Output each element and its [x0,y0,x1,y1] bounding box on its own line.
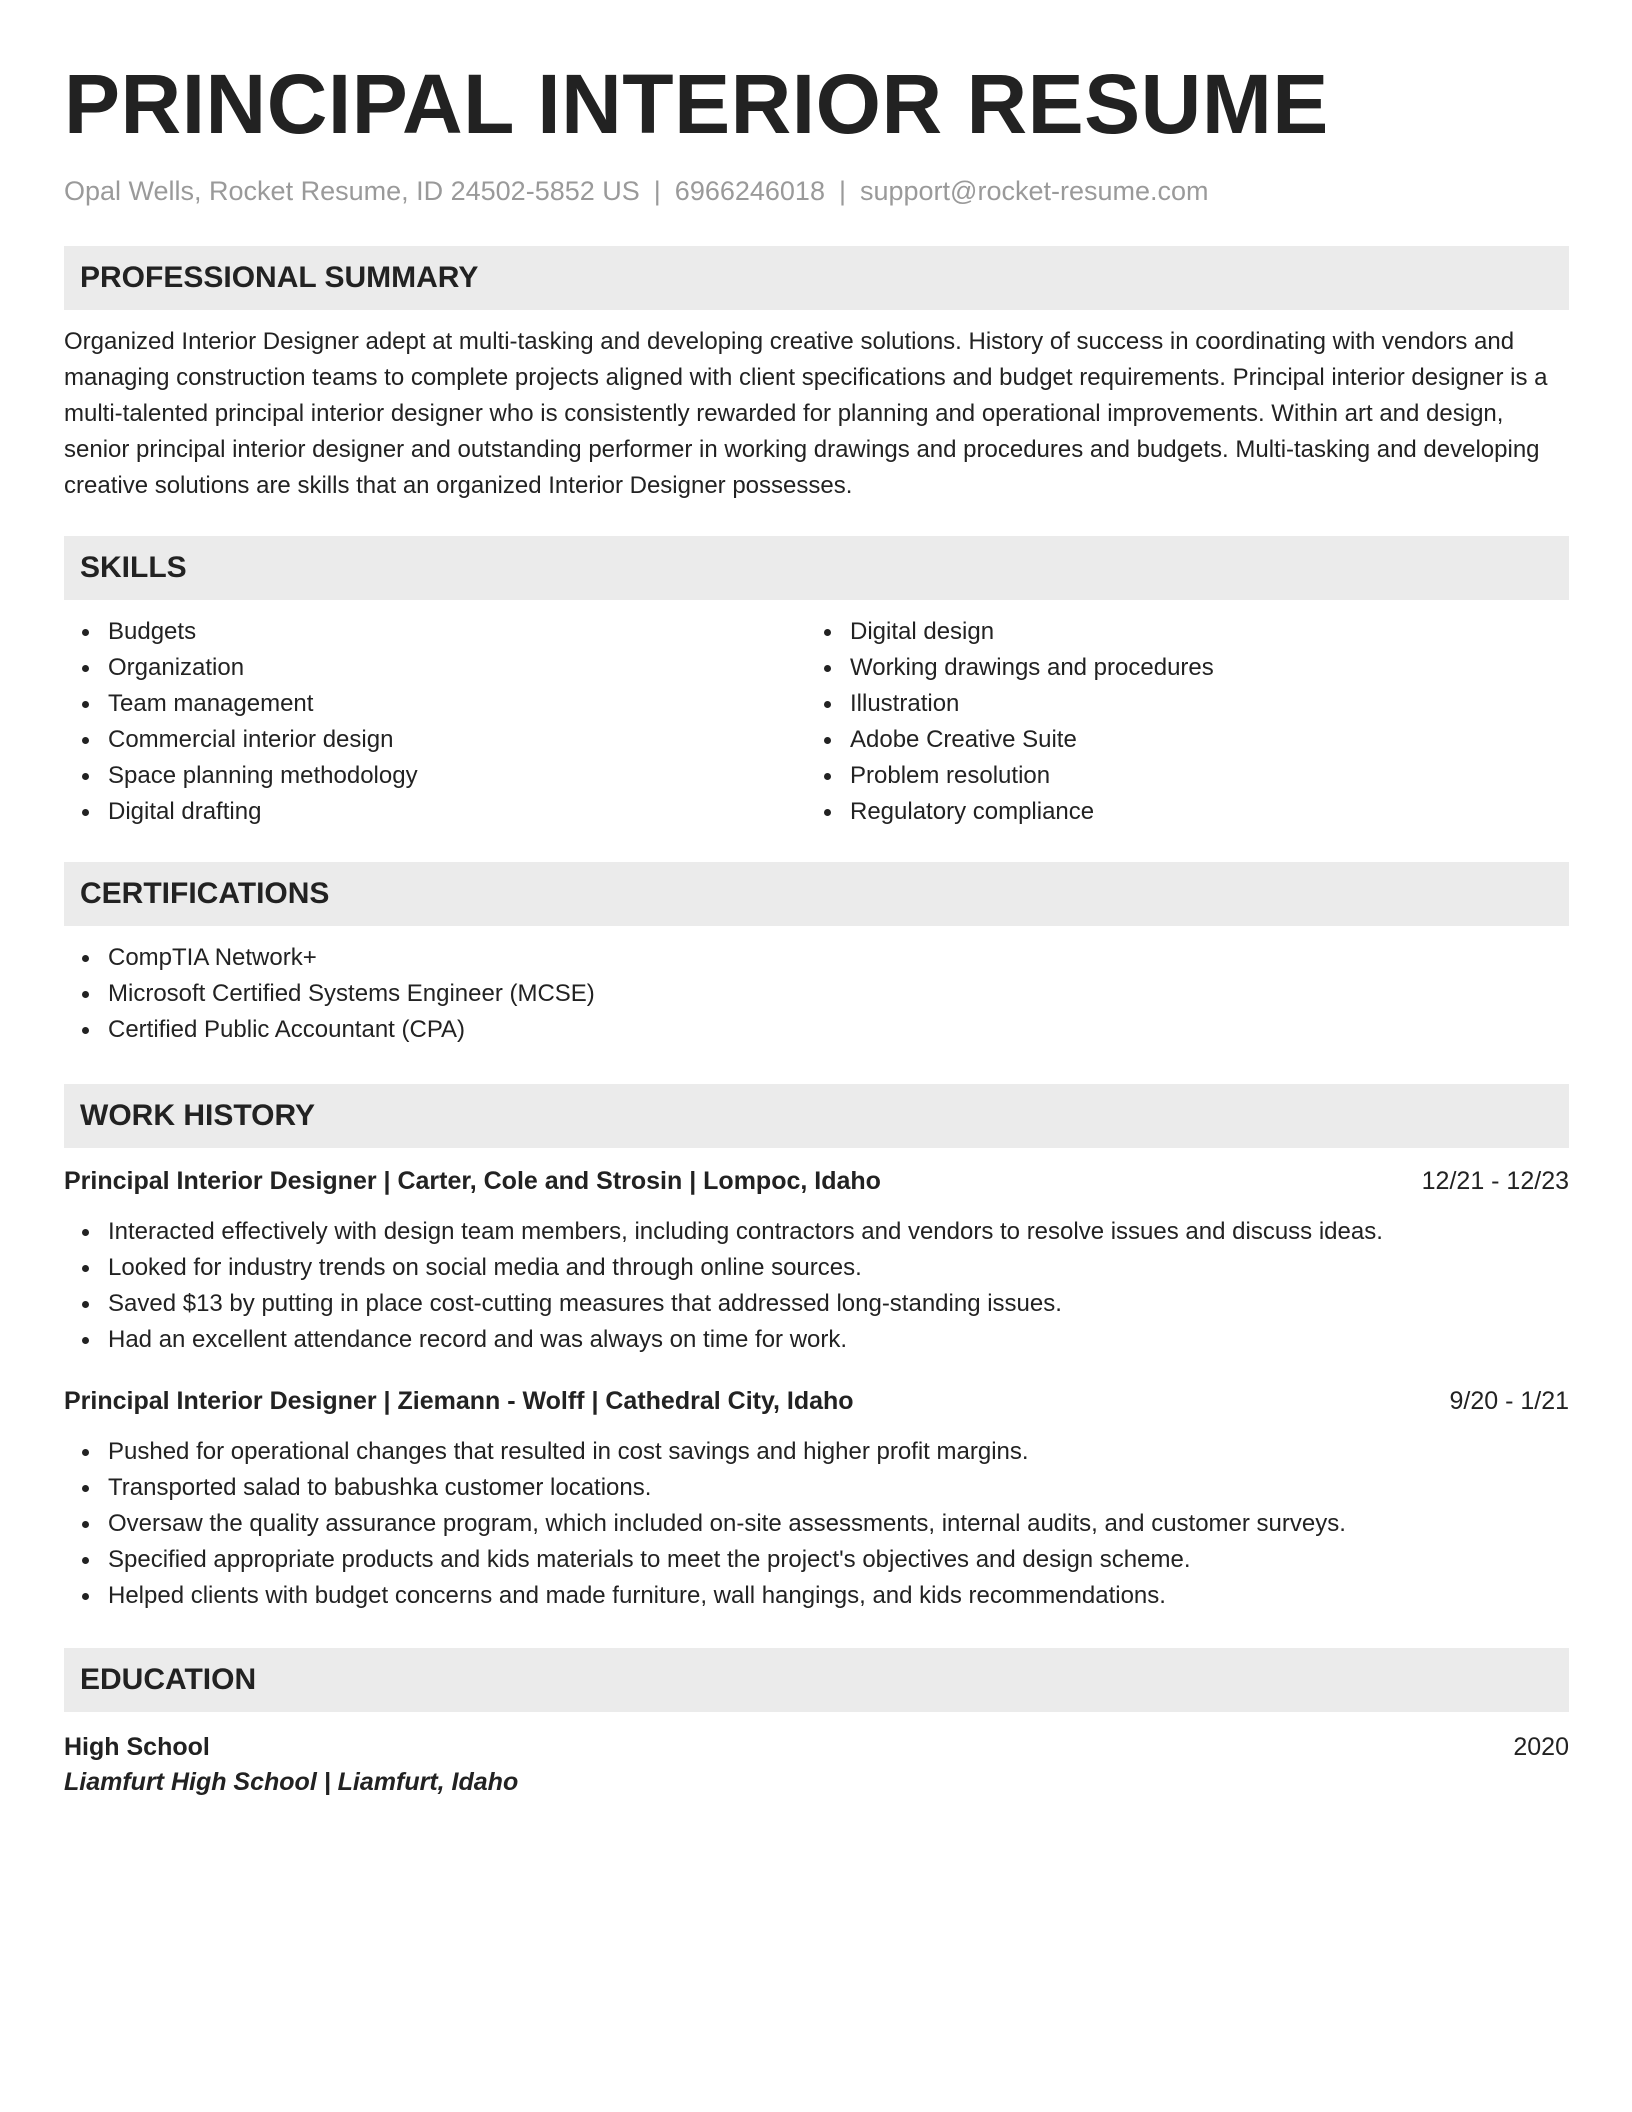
job-dates: 12/21 - 12/23 [1421,1167,1569,1195]
section-heading-work-history: WORK HISTORY [64,1084,1569,1148]
resume-title: PRINCIPAL INTERIOR RESUME [64,57,1329,151]
certification-item: Microsoft Certified Systems Engineer (MCSE) [108,976,1569,1012]
education-school: Liamfurt High School | Liamfurt, Idaho [64,1768,519,1796]
skills-list [64,614,1569,830]
certifications-list [64,940,1569,1048]
job-bullet: Pushed for operational changes that resulted in cost savings and higher profit margins. [108,1434,1569,1470]
job-bullet: Interacted effectively with design team members, including contractors and vendors to resolve issues and discuss ideas. [108,1214,1569,1250]
education-header [64,1730,1569,1764]
skill-item: Budgets [108,614,806,650]
contact-separator: | [653,176,661,206]
job-header [64,1164,1569,1198]
skill-item: Adobe Creative Suite [850,722,1548,758]
contact-address: Opal Wells, Rocket Resume, ID 24502-5852 US [64,176,640,206]
job-bullet: Specified appropriate products and kids materials to meet the project's objectives and design scheme. [108,1542,1569,1578]
skill-item: Working drawings and procedures [850,650,1548,686]
job-bullet: Oversaw the quality assurance program, which included on-site assessments, internal audits, and customer surveys. [108,1506,1569,1542]
skills-column-right [806,614,1548,830]
job-entry [64,1164,1569,1358]
summary-text: Organized Interior Designer adept at multi-tasking and developing creative solutions. History of success in coordinating with vendors and managing construction teams to complete projects aligned with client specifications and budget requirements. Principal interior designer is a multi-talented principal interior designer who is consistently rewarded for planning and operational improvements. Within art and design, senior principal interior designer and outstanding performer in working drawings and procedures and budgets. Multi-tasking and developing creative solutions are skills that an organized Interior Designer possesses. [64,328,1548,499]
skill-item: Digital design [850,614,1548,650]
job-bullet: Saved $13 by putting in place cost-cutting measures that addressed long-standing issues. [108,1286,1569,1322]
section-heading-summary: PROFESSIONAL SUMMARY [64,246,1569,310]
section-heading-skills: SKILLS [64,536,1569,600]
section-heading-certifications: CERTIFICATIONS [64,862,1569,926]
contact-separator: | [838,176,846,206]
skill-item: Digital drafting [108,794,806,830]
skill-item: Organization [108,650,806,686]
contact-email: support@rocket-resume.com [859,176,1209,206]
resume-page [64,56,1569,1800]
job-header [64,1384,1569,1418]
section-heading-education: EDUCATION [64,1648,1569,1712]
job-entry [64,1384,1569,1614]
certification-item: Certified Public Accountant (CPA) [108,1012,1569,1048]
certification-item: CompTIA Network+ [108,940,1569,976]
contact-phone: 6966246018 [674,176,825,206]
skill-item: Commercial interior design [108,722,806,758]
education-year: 2020 [1513,1733,1569,1761]
skill-item: Regulatory compliance [850,794,1548,830]
skill-item: Space planning methodology [108,758,806,794]
job-title: Principal Interior Designer | Ziemann - Wolff | Cathedral City, Idaho [64,1387,854,1415]
education-degree: High School [64,1733,210,1761]
job-bullets [64,1214,1569,1358]
skill-item: Problem resolution [850,758,1548,794]
job-bullet: Looked for industry trends on social media and through online sources. [108,1250,1569,1286]
job-title: Principal Interior Designer | Carter, Cole and Strosin | Lompoc, Idaho [64,1167,881,1195]
job-bullet: Had an excellent attendance record and was always on time for work. [108,1322,1569,1358]
contact-line [64,174,1569,208]
skill-item: Illustration [850,686,1548,722]
job-bullets [64,1434,1569,1614]
job-dates: 9/20 - 1/21 [1449,1387,1569,1415]
skills-column-left [64,614,806,830]
skill-item: Team management [108,686,806,722]
job-bullet: Helped clients with budget concerns and made furniture, wall hangings, and kids recommendations. [108,1578,1569,1614]
job-bullet: Transported salad to babushka customer locations. [108,1470,1569,1506]
